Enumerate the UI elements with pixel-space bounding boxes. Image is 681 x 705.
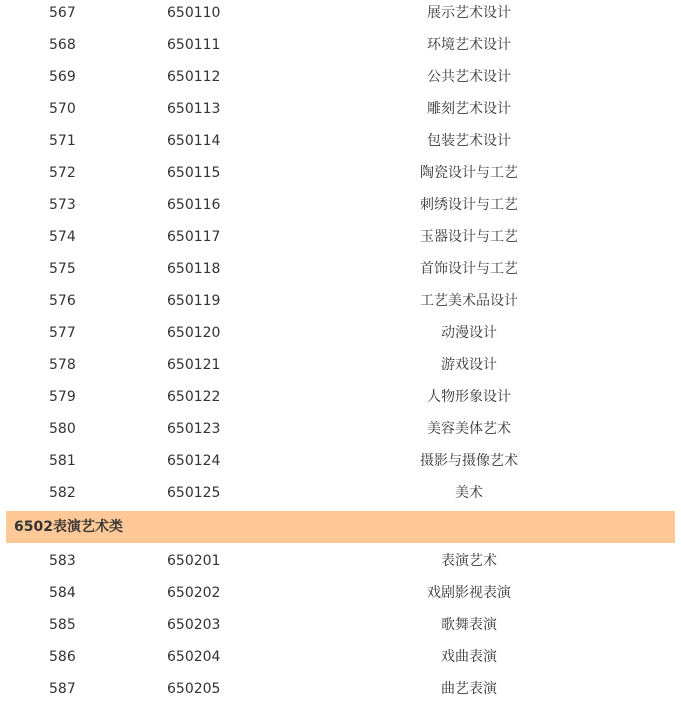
- major-code: 650120: [167, 325, 221, 341]
- row-number: 586: [49, 649, 76, 665]
- major-code: 650114: [167, 133, 221, 149]
- major-name: 人物形象设计: [427, 389, 511, 405]
- major-code: 650203: [167, 617, 221, 633]
- major-code: 650122: [167, 389, 221, 405]
- row-number: 572: [49, 165, 76, 181]
- row-number: 581: [49, 453, 76, 469]
- major-code: 650113: [167, 101, 221, 117]
- row-number: 567: [49, 5, 76, 21]
- major-code: 650110: [167, 5, 221, 21]
- major-name: 包装艺术设计: [427, 133, 511, 149]
- table-row: [0, 189, 681, 221]
- table-row: [0, 413, 681, 445]
- major-name: 表演艺术: [441, 553, 497, 569]
- major-name: 环境艺术设计: [427, 37, 511, 53]
- table-row: [0, 285, 681, 317]
- major-code: 650119: [167, 293, 221, 309]
- major-code: 650125: [167, 485, 221, 501]
- table-row: [0, 317, 681, 349]
- row-number: 584: [49, 585, 76, 601]
- major-code: 650123: [167, 421, 221, 437]
- table-row: [0, 0, 681, 29]
- major-name: 公共艺术设计: [427, 69, 511, 85]
- major-code: 650204: [167, 649, 221, 665]
- major-name: 戏曲表演: [441, 649, 497, 665]
- major-code: 650202: [167, 585, 221, 601]
- major-name: 首饰设计与工艺: [420, 261, 518, 277]
- row-number: 570: [49, 101, 76, 117]
- category-label: 6502表演艺术类: [14, 519, 123, 535]
- row-number: 571: [49, 133, 76, 149]
- table-row: [0, 157, 681, 189]
- table-row: [0, 221, 681, 253]
- row-number: 569: [49, 69, 76, 85]
- major-name: 曲艺表演: [441, 681, 497, 697]
- table-row: [0, 445, 681, 477]
- major-name: 游戏设计: [441, 357, 497, 373]
- table-row: [0, 477, 681, 509]
- row-number: 585: [49, 617, 76, 633]
- row-number: 573: [49, 197, 76, 213]
- row-number: 576: [49, 293, 76, 309]
- major-name: 摄影与摄像艺术: [420, 453, 518, 469]
- table-row: [0, 609, 681, 641]
- major-code: 650201: [167, 553, 221, 569]
- row-number: 580: [49, 421, 76, 437]
- major-name: 动漫设计: [441, 325, 497, 341]
- major-name: 美术: [455, 485, 483, 501]
- major-name: 美容美体艺术: [427, 421, 511, 437]
- row-number: 575: [49, 261, 76, 277]
- row-number: 579: [49, 389, 76, 405]
- major-name: 歌舞表演: [441, 617, 497, 633]
- row-number: 574: [49, 229, 76, 245]
- row-number: 577: [49, 325, 76, 341]
- table-row: [0, 545, 681, 577]
- major-name: 陶瓷设计与工艺: [420, 165, 518, 181]
- row-number: 582: [49, 485, 76, 501]
- major-code: 650117: [167, 229, 221, 245]
- row-number: 568: [49, 37, 76, 53]
- table-row: [0, 253, 681, 285]
- table-row: [0, 125, 681, 157]
- major-code: 650205: [167, 681, 221, 697]
- table-row: [0, 641, 681, 673]
- table-row: [0, 673, 681, 705]
- row-number: 587: [49, 681, 76, 697]
- table-row: [0, 93, 681, 125]
- major-name: 刺绣设计与工艺: [420, 197, 518, 213]
- major-name: 展示艺术设计: [427, 5, 511, 21]
- major-name: 工艺美术品设计: [420, 293, 518, 309]
- major-code: 650124: [167, 453, 221, 469]
- major-code: 650116: [167, 197, 221, 213]
- major-name: 戏剧影视表演: [427, 585, 511, 601]
- major-code: 650115: [167, 165, 221, 181]
- table-row: [0, 349, 681, 381]
- row-number: 578: [49, 357, 76, 373]
- table-row: [0, 61, 681, 93]
- major-code: 650111: [167, 37, 221, 53]
- row-number: 583: [49, 553, 76, 569]
- major-code: 650118: [167, 261, 221, 277]
- major-code: 650112: [167, 69, 221, 85]
- major-name: 玉器设计与工艺: [420, 229, 518, 245]
- major-code: 650121: [167, 357, 221, 373]
- category-header-row: [6, 511, 675, 543]
- table-row: [0, 381, 681, 413]
- table-row: [0, 29, 681, 61]
- table-row: [0, 577, 681, 609]
- major-name: 雕刻艺术设计: [427, 101, 511, 117]
